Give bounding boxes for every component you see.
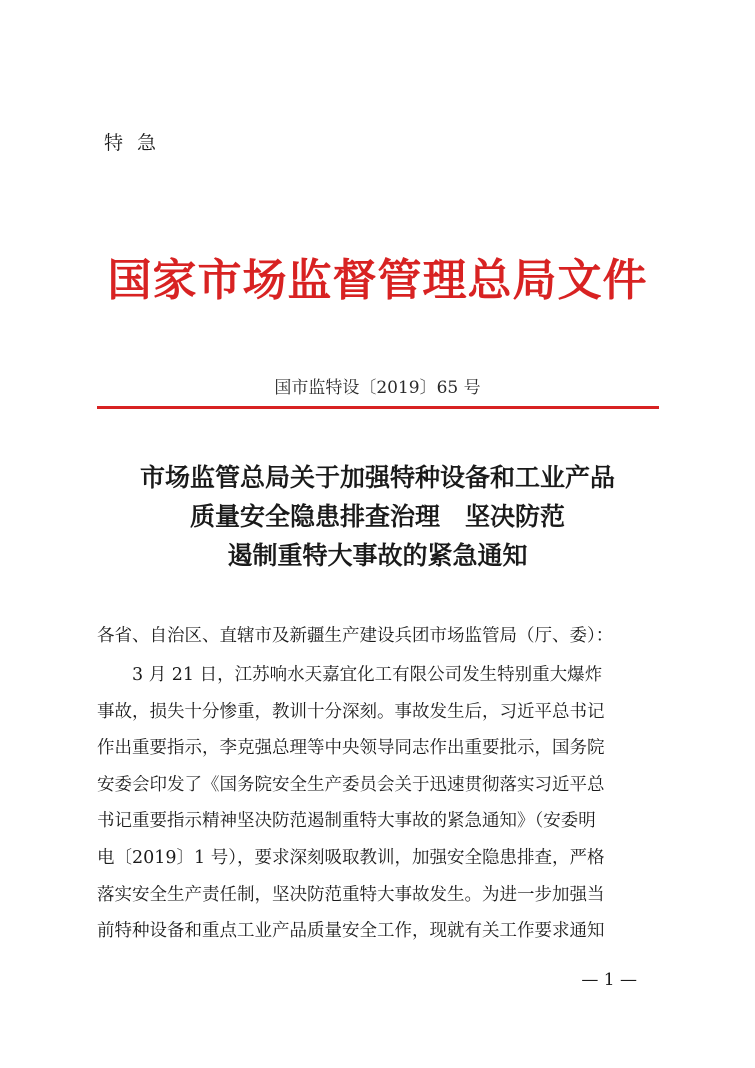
document-number: 国市监特设〔2019〕65 号: [274, 378, 481, 398]
urgency-label: 特急: [104, 132, 171, 154]
document-title-line: 质量安全隐患排查治理 坚决防范: [189, 502, 565, 531]
issuing-authority-header: 国家市场监督管理总局文件: [107, 255, 648, 306]
body-paragraph: [97, 657, 659, 950]
page-number: — 1 —: [581, 970, 637, 990]
red-separator-line: [97, 406, 659, 409]
document-title: [0, 458, 755, 575]
document-title-line: 遏制重特大事故的紧急通知: [227, 541, 528, 570]
body-line: 前特种设备和重点工业产品质量安全工作，现就有关工作要求通知: [97, 921, 605, 942]
body-line: 书记重要指示精神坚决防范遏制重特大事故的紧急通知》（安委明: [97, 811, 596, 832]
document-title-line: 市场监管总局关于加强特种设备和工业产品: [139, 463, 615, 492]
body-line: 电〔2019〕1 号），要求深刻吸取教训，加强安全隐患排查，严格: [97, 847, 605, 868]
body-line: 安委会印发了《国务院安全生产委员会关于迅速贯彻落实习近平总: [97, 774, 605, 795]
addressee: 各省、自治区、直辖市及新疆生产建设兵团市场监管局（厅、委）：: [97, 626, 614, 646]
body-line: 作出重要指示，李克强总理等中央领导同志作出重要批示，国务院: [97, 738, 605, 759]
body-line: 3 月 21 日，江苏响水天嘉宜化工有限公司发生特别重大爆炸: [97, 665, 603, 685]
body-line: 落实安全生产责任制，坚决防范重特大事故发生。为进一步加强当: [97, 884, 605, 905]
body-line: 事故，损失十分惨重，教训十分深刻。事故发生后，习近平总书记: [97, 701, 605, 722]
